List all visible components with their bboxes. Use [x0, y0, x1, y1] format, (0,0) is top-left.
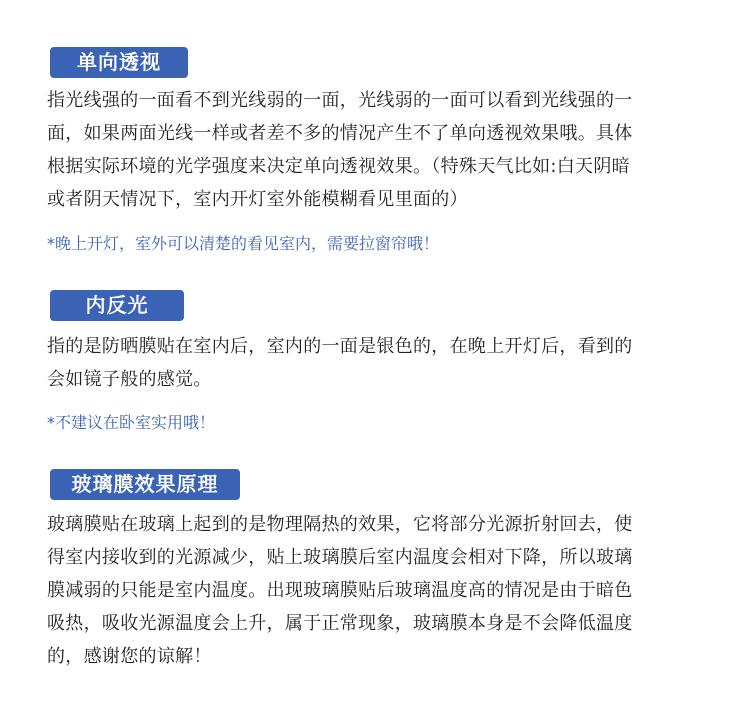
body-line: 的，感谢您的谅解！ — [47, 646, 212, 667]
body-line: 面，如果两面光线一样或者差不多的情况产生不了单向透视效果哦。具体 — [47, 123, 633, 144]
body-line: 玻璃膜贴在玻璃上起到的是物理隔热的效果，它将部分光源折射回去，使 — [47, 514, 633, 535]
section-body-film-principle — [47, 508, 707, 673]
section-title-one-way: 单向透视 — [50, 47, 188, 78]
section-body-one-way — [47, 84, 707, 216]
body-line: 或者阴天情况下，室内开灯室外能模糊看见里面的） — [47, 189, 468, 210]
section-body-inner-reflection — [47, 330, 707, 396]
body-line: 吸热，吸收光源温度会上升，属于正常现象，玻璃膜本身是不会降低温度 — [47, 613, 633, 634]
section-note-one-way: *晚上开灯，室外可以清楚的看见室内，需要拉窗帘哦！ — [47, 234, 440, 253]
body-line: 指光线强的一面看不到光线弱的一面，光线弱的一面可以看到光线强的一 — [47, 90, 633, 111]
body-line: 得室内接收到的光源减少，贴上玻璃膜后室内温度会相对下降，所以玻璃 — [47, 547, 633, 568]
section-title-film-principle: 玻璃膜效果原理 — [50, 469, 240, 500]
body-line: 会如镜子般的感觉。 — [47, 369, 212, 390]
body-line: 根据实际环境的光学强度来决定单向透视效果。（特殊天气比如:白天阴暗 — [47, 156, 630, 177]
body-line: 膜减弱的只能是室内温度。出现玻璃膜贴后玻璃温度高的情况是由于暗色 — [47, 580, 633, 601]
body-line: 指的是防晒膜贴在室内后，室内的一面是银色的，在晚上开灯后，看到的 — [47, 336, 633, 357]
section-title-inner-reflection: 内反光 — [50, 290, 184, 321]
section-note-inner-reflection: *不建议在卧室实用哦！ — [47, 413, 216, 432]
